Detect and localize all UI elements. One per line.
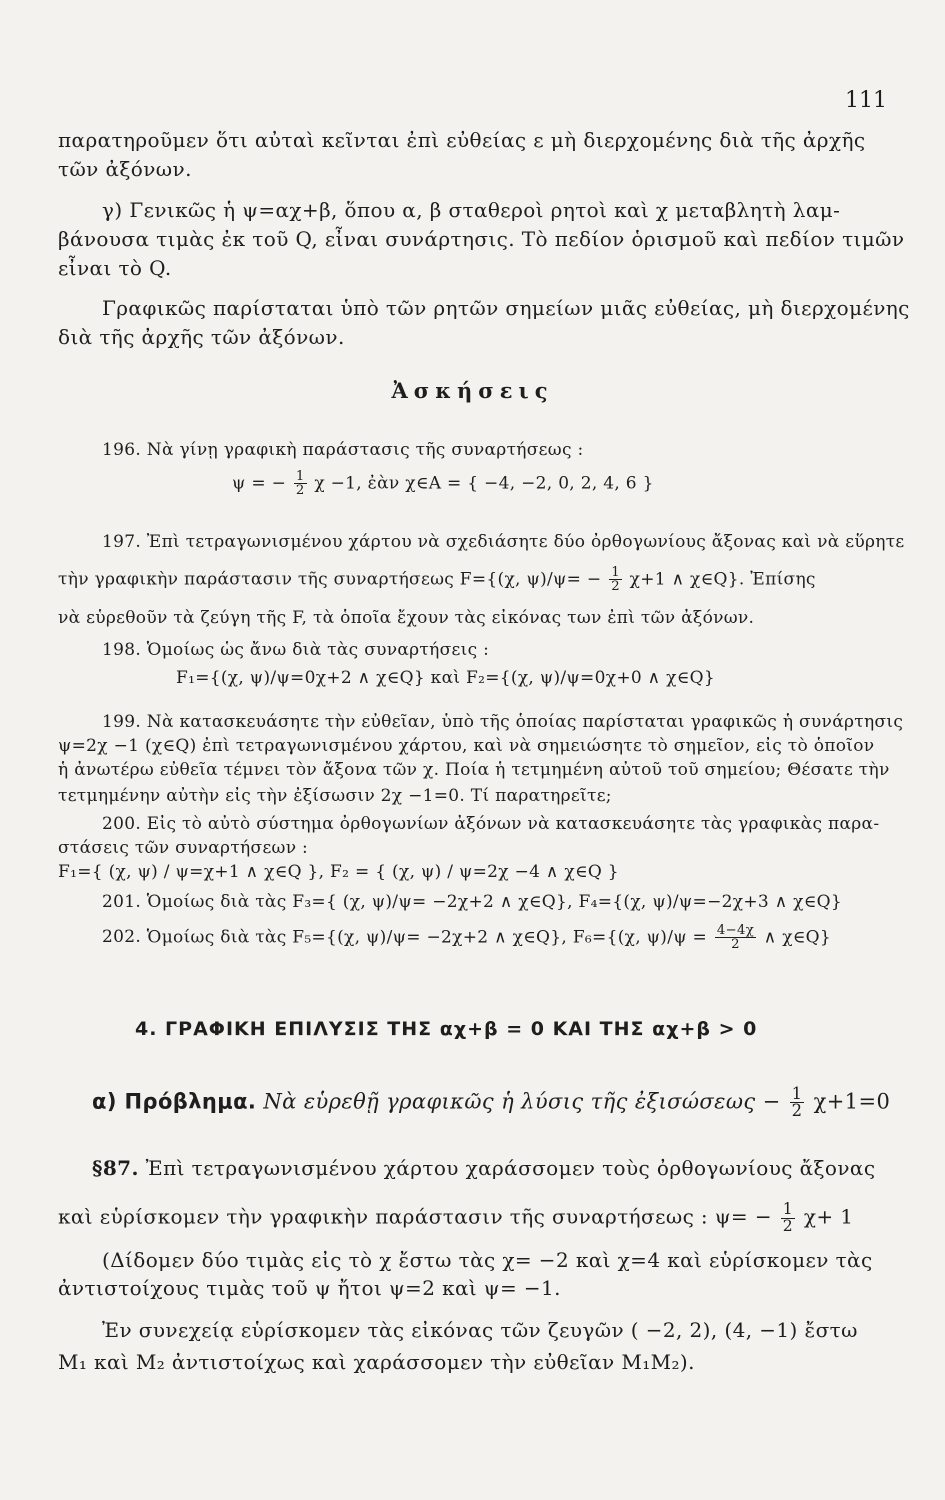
gamma-line: εἶναι τὸ Q. [58,256,172,280]
exercise-number: 201. [102,892,142,912]
eq-part: ψ = − [232,473,287,494]
gamma-line: βάνουσα τιμὰς ἐκ τοῦ Q, εἶναι συνάρτησις. Τὸ πεδίον ὁρισμοῦ καὶ πεδίον τιμῶν [58,227,905,251]
fraction-numerator: 1 [791,1084,803,1103]
fraction-denominator: 2 [782,1216,794,1235]
fraction [715,924,756,952]
fraction [294,470,307,498]
fraction-numerator: 1 [295,469,305,484]
exercise-number: 199. [102,712,142,732]
problem-text: Νὰ εὑρεθῇ γραφικῶς ἡ λύσις τῆς ἐξισώσεως − [263,1089,781,1114]
exercise-199-line: τετμημένην αὐτὴν εἰς τὴν ἐξίσωσιν 2χ −1=0. Τί παρατηρεῖτε; [58,786,612,806]
paragraph-87-line: M₁ καὶ M₂ ἀντιστοίχως καὶ χαράσσομεν τὴν εὐθεῖαν M₁M₂). [58,1350,695,1374]
exercise-number: 200. [102,814,142,834]
paragraph-87-line [58,1202,897,1234]
fraction-numerator: 1 [782,1200,794,1218]
graph-line: Γραφικῶς παρίσταται ὑπὸ τῶν ρητῶν σημείων μιᾶς εὐθείας, μὴ διερχομένης [102,296,910,320]
problem-statement [92,1086,897,1120]
exercise-198 [102,640,897,660]
paragraph-label: §87. [92,1156,139,1180]
exercise-197-line: νὰ εὑρεθοῦν τὰ ζεύγη τῆς F, τὰ ὁποῖα ἔχουν τὰς εἰκόνας των ἐπὶ τῶν ἀξόνων. [58,608,755,628]
graph-line: διὰ τῆς ἀρχῆς τῶν ἀξόνων. [58,325,345,349]
exercise-196-equation [232,470,897,498]
gamma-line: γ) Γενικῶς ἡ ψ=αχ+β, ὅπου α, β σταθεροὶ ρητοὶ καὶ χ μεταβλητὴ λαμ- [102,198,841,222]
exercise-199-line: ἡ ἀνωτέρω εὐθεῖα τέμνει τὸν ἄξονα τῶν χ. Ποία ἡ τετμημένη αὐτοῦ τοῦ σημείου; Θέσατε τὴν [58,760,890,780]
exercise-text: Νὰ γίνῃ γραφικὴ παράστασις τῆς συναρτήσεως : [146,440,584,460]
exercise-number: 198. [102,640,142,660]
fraction-denominator: 2 [295,483,305,499]
eq-part: χ+ 1 [803,1204,854,1229]
paragraph-text: Ἐπὶ τετραγωνισμένου χάρτου χαράσσομεν τοὺς ὀρθογωνίους ἄξονας [145,1156,876,1180]
exercise-201 [102,892,897,912]
intro-line: παρατηροῦμεν ὅτι αὐταὶ κεῖνται ἐπὶ εὐθείας ε μὴ διερχομένης διὰ τῆς ἀρχῆς [58,128,866,152]
exercises-heading: Ἀσκήσεις [391,378,554,403]
eq-part: χ+1=0 [813,1089,891,1114]
exercise-197-line [58,566,897,594]
paragraph-87-line: Ἐν συνεχείᾳ εὑρίσκομεν τὰς εἰκόνας τῶν ζευγῶν ( −2, 2), (4, −1) ἔστω [102,1318,858,1342]
exercise-number: 202. [102,927,142,948]
exercise-202 [102,924,897,952]
eq-part: χ −1, ἐὰν χ∈A = { −4, −2, 0, 2, 4, 6 } [314,473,654,494]
section-heading: 4. ΓΡΑΦΙΚΗ ΕΠΙΛΥΣΙΣ ΤΗΣ αχ+β = 0 ΚΑΙ ΤΗΣ αχ+β > 0 [135,1018,758,1040]
fraction-numerator: 4−4χ [716,923,755,938]
exercise-200 [102,814,897,834]
eq-part: καὶ εὑρίσκομεν τὴν γραφικὴν παράστασιν τῆς συναρτήσεως : ψ= − [58,1204,772,1229]
intro-line: τῶν ἀξόνων. [58,157,192,181]
paragraph-87-line: ἀντιστοίχους τιμὰς τοῦ ψ ἤτοι ψ=2 καὶ ψ= −1. [58,1276,561,1300]
fraction-numerator: 1 [611,565,620,580]
page-number: 111 [845,88,887,113]
exercise-text: Ὁμοίως ὡς ἄνω διὰ τὰς συναρτήσεις : [146,640,490,660]
fraction-denominator: 2 [731,937,740,953]
exercise-number: 196. [102,440,142,460]
problem-label: α) Πρόβλημα. [92,1089,257,1114]
exercise-199-line: ψ=2χ −1 (χ∈Q) ἐπὶ τετραγωνισμένου χάρτου, καὶ νὰ σημειώσητε τὸ σημεῖον, εἰς τὸ ὁποῖον [58,736,875,756]
eq-part: ∧ χ∈Q} [763,927,832,948]
eq-part: χ+1 ∧ χ∈Q}. Ἐπίσης [629,569,816,590]
exercise-196 [102,440,897,460]
exercise-198-line: F₁={(χ, ψ)/ψ=0χ+2 ∧ χ∈Q} καὶ F₂={(χ, ψ)/ψ=0χ+0 ∧ χ∈Q} [176,668,715,688]
paragraph-87-line: (Δίδομεν δύο τιμὰς εἰς τὸ χ ἔστω τὰς χ= −2 καὶ χ=4 καὶ εὑρίσκομεν τὰς [102,1248,873,1272]
exercise-text: Ἐπὶ τετραγωνισμένου χάρτου νὰ σχεδιάσητε δύο ὀρθογωνίους ἄξονας καὶ νὰ εὕρητε [146,532,905,552]
eq-part: τὴν γραφικὴν παράστασιν τῆς συναρτήσεως F={(χ, ψ)/ψ= − [58,569,602,590]
fraction [609,566,622,594]
exercise-199 [102,712,904,732]
fraction-denominator: 2 [791,1101,803,1121]
fraction [790,1086,805,1120]
exercise-text: Ὁμοίως διὰ τὰς F₅={(χ, ψ)/ψ= −2χ+2 ∧ χ∈Q}, F₆={(χ, ψ)/ψ = [146,927,708,948]
fraction [781,1202,795,1234]
exercise-text: Ὁμοίως διὰ τὰς F₃={ (χ, ψ)/ψ= −2χ+2 ∧ χ∈Q}, F₄={(χ, ψ)/ψ=−2χ+3 ∧ χ∈Q} [146,892,843,912]
exercise-200-line: στάσεις τῶν συναρτήσεων : [58,838,309,858]
exercise-text: Νὰ κατασκευάσητε τὴν εὐθεῖαν, ὑπὸ τῆς ὁποίας παρίσταται γραφικῶς ἡ συνάρτησις [146,712,904,732]
fraction-denominator: 2 [611,579,620,595]
exercise-number: 197. [102,532,142,552]
exercise-text: Εἰς τὸ αὐτὸ σύστημα ὀρθογωνίων ἀξόνων νὰ κατασκευάσητε τὰς γραφικὰς παρα- [146,814,880,834]
exercise-200-line: F₁={ (χ, ψ) / ψ=χ+1 ∧ χ∈Q }, F₂ = { (χ, ψ) / ψ=2χ −4 ∧ χ∈Q } [58,862,619,882]
paragraph-87 [92,1156,897,1180]
exercise-197 [102,532,905,552]
